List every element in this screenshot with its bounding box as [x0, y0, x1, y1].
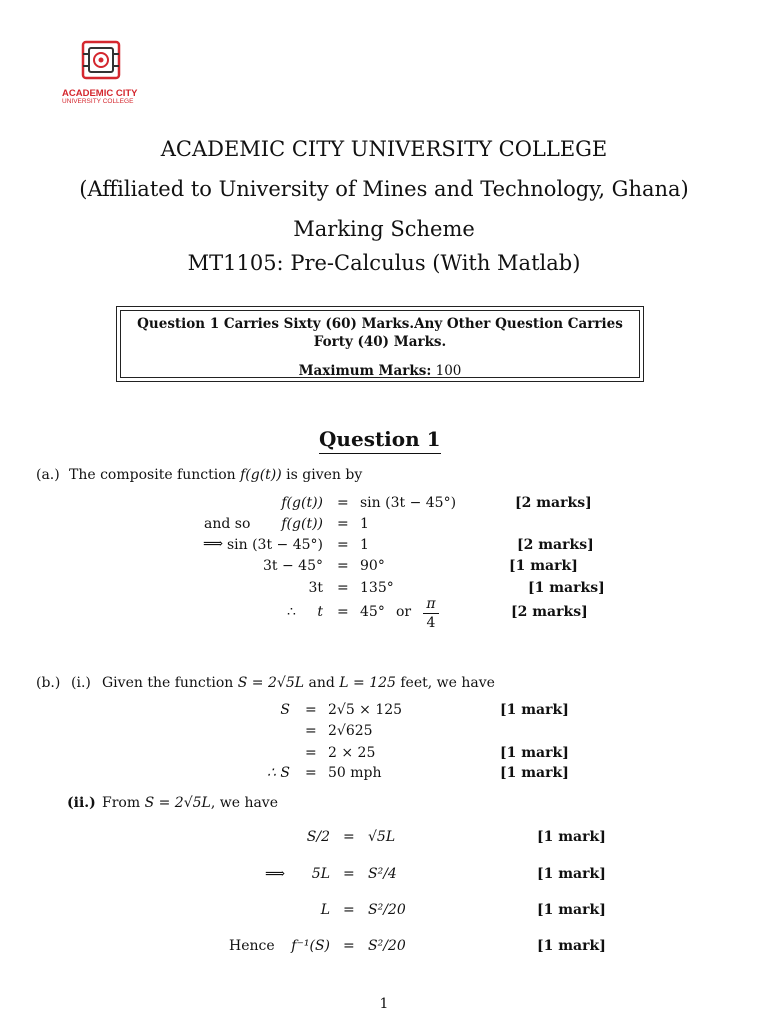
part-a-row-4-eq: =	[337, 558, 349, 574]
part-a-row-3-eq: =	[337, 537, 349, 553]
page-number: 1	[379, 996, 389, 1012]
part-b-i-row-1-lhs: S	[280, 702, 290, 718]
affiliation-subtitle: (Affiliated to University of Mines and Technology, Ghana)	[79, 177, 689, 201]
part-b-ii-row-2-lhs: 5L	[311, 866, 330, 882]
part-a-row-2-eq: =	[337, 516, 349, 532]
instructions-line-2: Forty (40) Marks.	[313, 334, 447, 350]
part-b-i-row-1-rhs: 2√5 × 125	[328, 702, 403, 718]
part-b-i-row-3-eq: =	[305, 745, 317, 761]
part-b-ii-row-3-eq: =	[343, 902, 355, 918]
part-a-row-4-rhs: 90°	[360, 558, 385, 574]
part-a-row-1-eq: =	[337, 495, 349, 511]
part-a-row-5-lhs: 3t	[308, 580, 323, 596]
part-a-row-4-mark: [1 mark]	[509, 558, 578, 574]
part-a-row-2-prefix: and so	[204, 516, 251, 532]
part-b-ii-row-4-prefix: Hence	[229, 938, 275, 954]
part-a-row-3-rhs: 1	[360, 537, 369, 553]
part-b-i-row-1-mark: [1 mark]	[500, 702, 569, 718]
maximum-marks	[121, 363, 639, 379]
part-a-row-6-lhs: t	[317, 604, 323, 620]
part-b-ii-row-1-eq: =	[343, 829, 355, 845]
instructions-box	[116, 306, 644, 382]
part-a-row-4-lhs: 3t − 45°	[263, 558, 323, 574]
part-a-row-2-lhs: f(g(t))	[281, 516, 323, 532]
part-a-row-2-rhs: 1	[360, 516, 369, 532]
maximum-marks-value: 100	[435, 363, 462, 379]
maximum-marks-label: Maximum Marks:	[298, 363, 432, 379]
part-a-label: (a.)	[36, 467, 60, 483]
college-logo	[60, 40, 142, 106]
part-a-row-1-mark: [2 marks]	[515, 495, 592, 511]
part-b-ii-row-2-mark: [1 mark]	[537, 866, 606, 882]
part-b-i-row-2-rhs: 2√625	[328, 723, 373, 739]
part-b-i-row-4-mark: [1 mark]	[500, 765, 569, 781]
part-b-i-label: (i.)	[71, 675, 91, 691]
part-b-i-row-3-mark: [1 mark]	[500, 745, 569, 761]
part-b-ii-label: (ii.)	[67, 795, 96, 811]
part-b-ii-intro: From S = 2√5L, we have	[102, 795, 279, 811]
part-b-ii-row-3-lhs: L	[320, 902, 330, 918]
part-b-ii-row-2-rhs: S²/4	[368, 866, 397, 882]
part-a-intro: The composite function f(g(t)) is given by	[69, 467, 363, 483]
part-b-ii-row-4-eq: =	[343, 938, 355, 954]
part-a-row-6-prefix: ∴	[287, 604, 296, 620]
part-b-ii-row-1-lhs: S/2	[306, 829, 330, 845]
part-b-i-row-2-eq: =	[305, 723, 317, 739]
part-b-i-row-3-rhs: 2 × 25	[328, 745, 376, 761]
part-b-ii-row-2-prefix: ⟹	[265, 866, 286, 882]
part-b-ii-row-3-rhs: S²/20	[368, 902, 406, 918]
part-b-ii-row-2-eq: =	[343, 866, 355, 882]
part-a-row-1-lhs: f(g(t))	[281, 495, 323, 511]
logo-text-primary: ACADEMIC CITY	[62, 88, 138, 99]
part-a-row-6-eq: =	[337, 604, 349, 620]
logo-text-secondary: UNIVERSITY COLLEGE	[62, 98, 134, 105]
part-b-ii-row-1-rhs: √5L	[368, 829, 396, 845]
part-b-i-row-4-eq: =	[305, 765, 317, 781]
course-title: MT1105: Pre-Calculus (With Matlab)	[187, 251, 581, 275]
document-type: Marking Scheme	[293, 217, 475, 241]
part-a-row-5-rhs: 135°	[360, 580, 394, 596]
part-b-ii-row-4-lhs: f⁻¹(S)	[291, 938, 330, 954]
part-b-i-row-1-eq: =	[305, 702, 317, 718]
part-a-row-3-mark: [2 marks]	[517, 537, 594, 553]
part-a-row-6-rhs: 45°	[360, 604, 385, 620]
part-a-row-5-eq: =	[337, 580, 349, 596]
part-a-row-3-prefix: ⟹	[203, 536, 224, 552]
part-a-row-6-mark: [2 marks]	[511, 604, 588, 620]
question-title-underline	[319, 453, 441, 454]
part-a-row-6-or: or	[396, 604, 412, 620]
part-b-label: (b.)	[36, 675, 61, 691]
part-a-row-1-rhs: sin (3t − 45°)	[360, 495, 457, 511]
instructions-line-1: Question 1 Carries Sixty (60) Marks.Any Other Question Carries	[137, 316, 623, 332]
part-a-row-3-lhs: sin (3t − 45°)	[226, 537, 323, 553]
part-b-ii-row-4-mark: [1 mark]	[537, 938, 606, 954]
part-b-ii-row-1-mark: [1 mark]	[537, 829, 606, 845]
institution-title: ACADEMIC CITY UNIVERSITY COLLEGE	[160, 137, 608, 161]
question-title: Question 1	[319, 427, 441, 451]
part-b-i-row-4-lhs: ∴ S	[267, 765, 290, 781]
part-a-row-6-fraction: π 4	[423, 596, 439, 631]
part-b-i-row-4-rhs: 50 mph	[328, 765, 382, 781]
part-b-ii-row-3-mark: [1 mark]	[537, 902, 606, 918]
part-a-row-5-mark: [1 marks]	[528, 580, 605, 596]
part-b-i-intro: Given the function S = 2√5L and L = 125 feet, we have	[102, 675, 495, 691]
part-b-ii-row-4-rhs: S²/20	[368, 938, 406, 954]
